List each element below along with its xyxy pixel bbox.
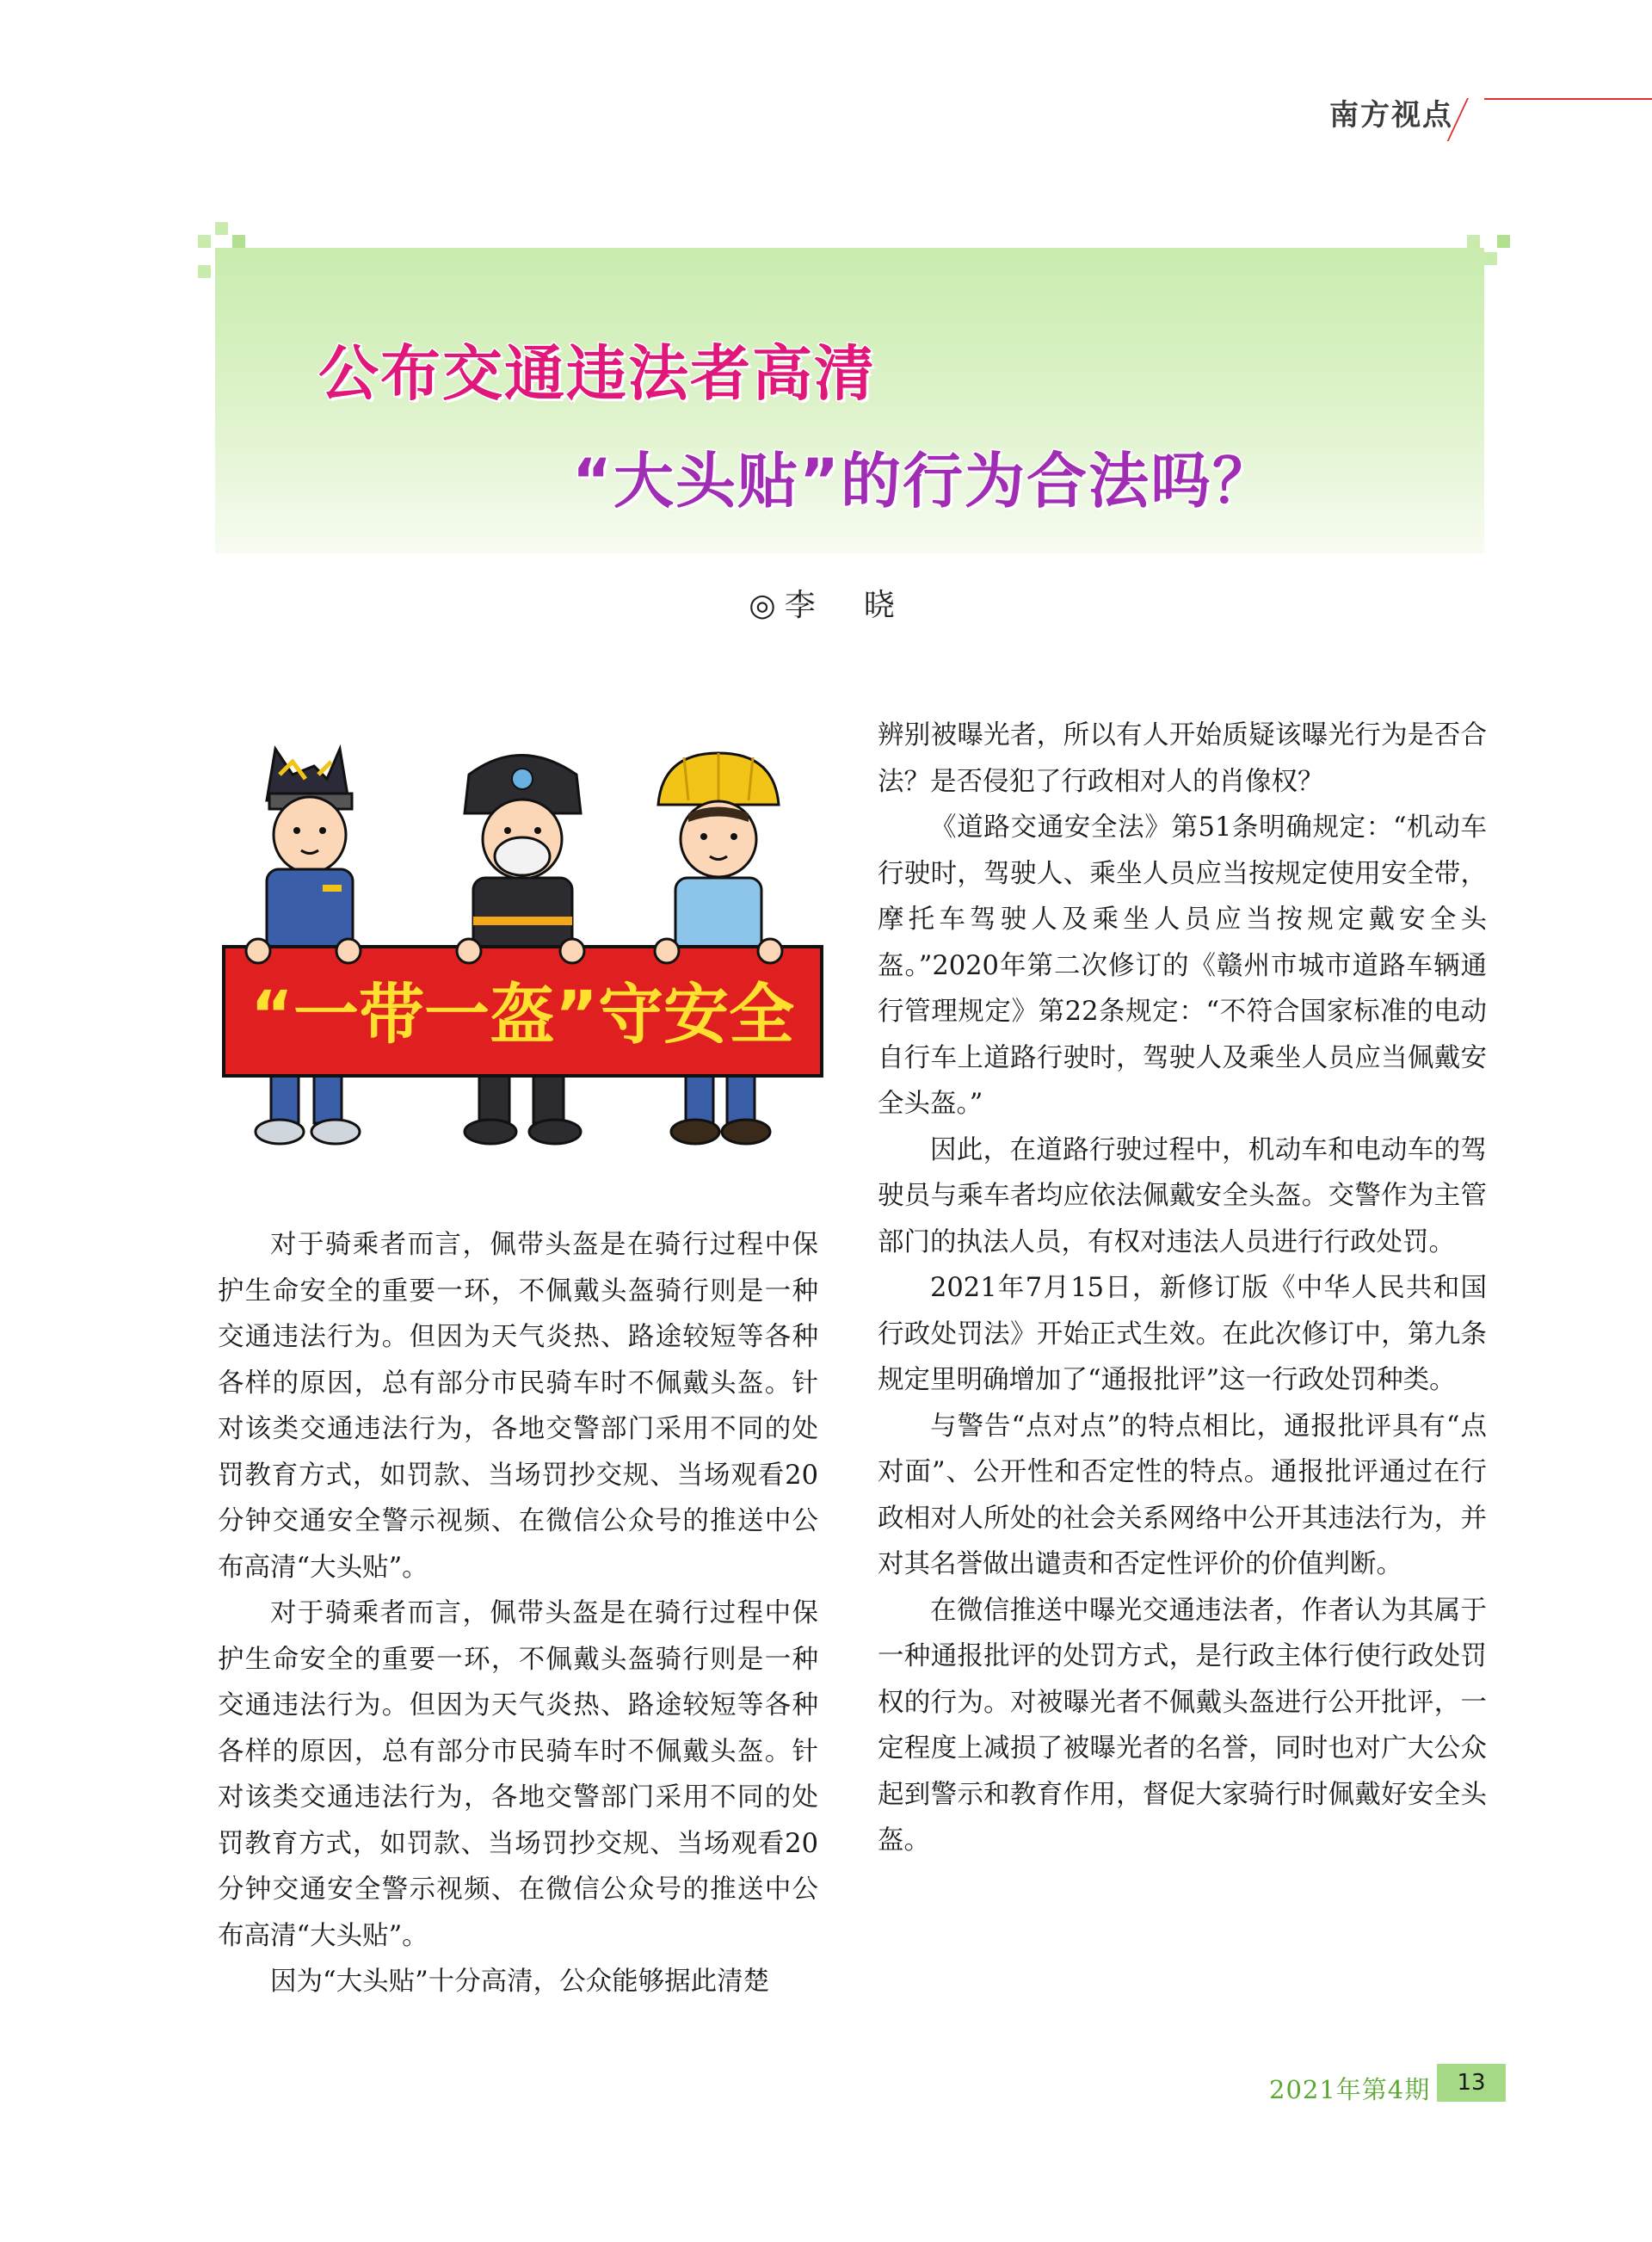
paragraph: 因此，在道路行驶过程中，机动车和电动车的驾驶员与乘车者均应依法佩戴安全头盔。交警作为主管部门的执法人员，有权对违法人员进行行政处罚。 bbox=[878, 1134, 1487, 1257]
left-column bbox=[218, 1222, 818, 2005]
paragraph: 对于骑乘者而言，佩带头盔是在骑行过程中保护生命安全的重要一环，不佩戴头盔骑行则是一种交通违法行为。但因为天气炎热、路途较短等各种各样的原因，总有部分市民骑车时不佩戴头盔。针对该类交通违法行为，各地交警部门采用不同的处罚教育方式，如罚款、当场罚抄交规、当场观看20分钟交通安全警示视频、在微信公众号的推送中公布高清“大头贴”。 bbox=[218, 1598, 818, 1951]
paragraph: 2021年7月15日，新修订版《中华人民共和国行政处罚法》开始正式生效。在此次修订中，第九条规定里明确增加了“通报批评”这一行政处罚种类。 bbox=[878, 1273, 1487, 1395]
paragraph: 对于骑乘者而言，佩带头盔是在骑行过程中保护生命安全的重要一环，不佩戴头盔骑行则是一种交通违法行为。但因为天气炎热、路途较短等各种各样的原因，总有部分市民骑车时不佩戴头盔。针对该类交通违法行为，各地交警部门采用不同的处罚教育方式，如罚款、当场罚抄交规、当场观看20分钟交通安全警示视频、在微信公众号的推送中公布高清“大头贴”。 bbox=[218, 1230, 818, 1583]
issue-label: 2021年第4期 bbox=[1269, 2075, 1431, 2104]
article-title-line2: “大头贴”的行为合法吗？ bbox=[572, 446, 1275, 516]
article-title-line1: 公布交通违法者高清 bbox=[318, 338, 876, 409]
section-header bbox=[1329, 86, 1652, 146]
paragraph: 《道路交通安全法》第51条明确规定：“机动车行驶时，驾驶人、乘坐人员应当按规定使用安全带，摩托车驾驶人及乘坐人员应当按规定戴安全头盔。”2020年第二次修订的《赣州市城市道路车辆通行管理规定》第22条规定：“不符合国家标准的电动自行车上道路行驶时，驾驶人及乘坐人员应当佩戴安全头盔。” bbox=[878, 812, 1487, 1119]
helmet-illustration bbox=[219, 740, 839, 1170]
paragraph: 辨别被曝光者，所以有人开始质疑该曝光行为是否合法？是否侵犯了行政相对人的肖像权？ bbox=[878, 720, 1487, 797]
paragraph: 在微信推送中曝光交通违法者，作者认为其属于一种通报批评的处罚方式，是行政主体行使行政处罚权的行为。对被曝光者不佩戴头盔进行公开批评，一定程度上减损了被曝光者的名誉，同时也对广大公众起到警示和教育作用，督促大家骑行时佩戴好安全头盔。 bbox=[878, 1595, 1487, 1856]
page-number: 13 bbox=[1437, 2064, 1506, 2102]
banner-text: “一带一盔”守安全 bbox=[250, 976, 794, 1053]
author-byline: ◎李 晓 bbox=[749, 588, 903, 623]
title-panel bbox=[215, 248, 1484, 553]
right-column bbox=[878, 713, 1487, 1864]
paragraph: 与警告“点对点”的特点相比，通报批评具有“点对面”、公开性和否定性的特点。通报批评通过在行政相对人所处的社会关系网络中公开其违法行为，并对其名誉做出谴责和否定性评价的价值判断。 bbox=[878, 1411, 1487, 1579]
paragraph: 因为“大头贴”十分高清，公众能够据此清楚 bbox=[270, 1967, 770, 1997]
section-label: 南方视点 bbox=[1329, 98, 1453, 133]
